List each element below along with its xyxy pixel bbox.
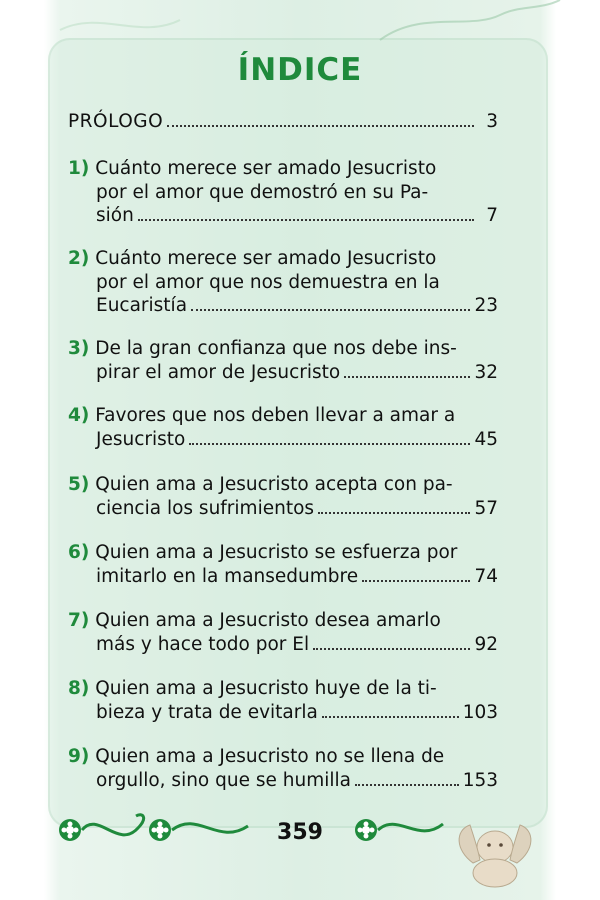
toc-entry-3 bbox=[68, 337, 498, 384]
toc-entry-9 bbox=[68, 745, 498, 792]
leader-dots bbox=[167, 125, 474, 127]
toc-entry-number: 5) bbox=[68, 474, 90, 495]
toc-entry-number: 4) bbox=[68, 405, 90, 426]
cherub-icon bbox=[440, 805, 550, 890]
toc-entry-label: PRÓLOGO bbox=[68, 111, 164, 132]
leader-dots bbox=[344, 376, 470, 378]
toc-entry-2 bbox=[68, 247, 498, 318]
toc-page-number: 23 bbox=[474, 295, 498, 316]
toc-entry-number: 8) bbox=[68, 678, 90, 699]
toc-entry-line: Cuánto merece ser amado Jesucristo bbox=[95, 158, 437, 179]
toc-entry-line: por el amor que nos demuestra en la bbox=[96, 271, 440, 293]
toc-entry-line: Eucaristía bbox=[96, 295, 188, 316]
toc-entry-line: por el amor que demostró en su Pa- bbox=[96, 181, 429, 203]
toc-entry-number: 9) bbox=[68, 746, 90, 767]
toc-entry-line: ciencia los sufrimientos bbox=[96, 497, 315, 519]
leader-dots bbox=[362, 580, 470, 582]
toc-entry-8 bbox=[68, 677, 498, 724]
leader-dots bbox=[138, 219, 474, 221]
leader-dots bbox=[191, 309, 470, 311]
leader-dots bbox=[313, 648, 470, 650]
toc-entry-number: 3) bbox=[68, 338, 90, 359]
toc-entry-number: 6) bbox=[68, 542, 90, 563]
toc-entry-line: Quien ama a Jesucristo se esfuerza por bbox=[95, 542, 458, 563]
toc-entry-line: Quien ama a Jesucristo desea amarlo bbox=[95, 610, 441, 631]
toc-page-number: 57 bbox=[474, 497, 498, 519]
leader-dots bbox=[322, 716, 459, 718]
toc-page-number: 103 bbox=[462, 701, 498, 723]
toc-entry-number: 2) bbox=[68, 248, 90, 269]
toc-entry-line: pirar el amor de Jesucristo bbox=[96, 361, 341, 383]
toc-entry-6 bbox=[68, 541, 498, 588]
toc-entry-1 bbox=[68, 157, 498, 228]
toc-page-number: 74 bbox=[474, 565, 498, 587]
toc-entry-line: sión bbox=[96, 205, 134, 226]
toc-entry-number: 1) bbox=[68, 158, 90, 179]
toc-entry-number: 7) bbox=[68, 610, 90, 631]
toc-entry-line: Quien ama a Jesucristo acepta con pa- bbox=[95, 474, 453, 495]
toc-entry-prologue bbox=[68, 110, 498, 134]
toc-page-number: 153 bbox=[462, 769, 498, 791]
toc-entry-7 bbox=[68, 609, 498, 656]
toc-page-number: 45 bbox=[474, 428, 498, 450]
toc-entry-line: Quien ama a Jesucristo huye de la ti- bbox=[95, 678, 437, 699]
toc-entry-line: orgullo, sino que se humilla bbox=[96, 769, 351, 791]
toc-page-number: 32 bbox=[474, 361, 498, 383]
toc-entry-line: Cuánto merece ser amado Jesucristo bbox=[95, 248, 437, 269]
toc-entry-line: Quien ama a Jesucristo no se llena de bbox=[95, 746, 445, 767]
toc-entry-line: imitarlo en la mansedumbre bbox=[96, 565, 359, 587]
toc-page-number: 3 bbox=[486, 111, 498, 132]
toc-entry-line: más y hace todo por El bbox=[96, 633, 310, 655]
toc-entry-5 bbox=[68, 473, 498, 520]
toc-entry-line: Favores que nos deben llevar a amar a bbox=[95, 405, 456, 426]
toc-entry-line: bieza y trata de evitarla bbox=[96, 701, 318, 723]
toc-entry-line: De la gran confianza que nos debe ins- bbox=[95, 338, 457, 359]
toc-entry-4 bbox=[68, 404, 498, 451]
leader-dots bbox=[355, 784, 459, 786]
toc-page-number: 92 bbox=[474, 633, 498, 655]
toc-entry-line: Jesucristo bbox=[96, 428, 186, 450]
leader-dots bbox=[318, 512, 470, 514]
page-title: ÍNDICE bbox=[237, 52, 363, 88]
toc-page-number: 7 bbox=[486, 205, 498, 226]
leader-dots bbox=[189, 443, 470, 445]
page-number: 359 bbox=[277, 820, 323, 845]
